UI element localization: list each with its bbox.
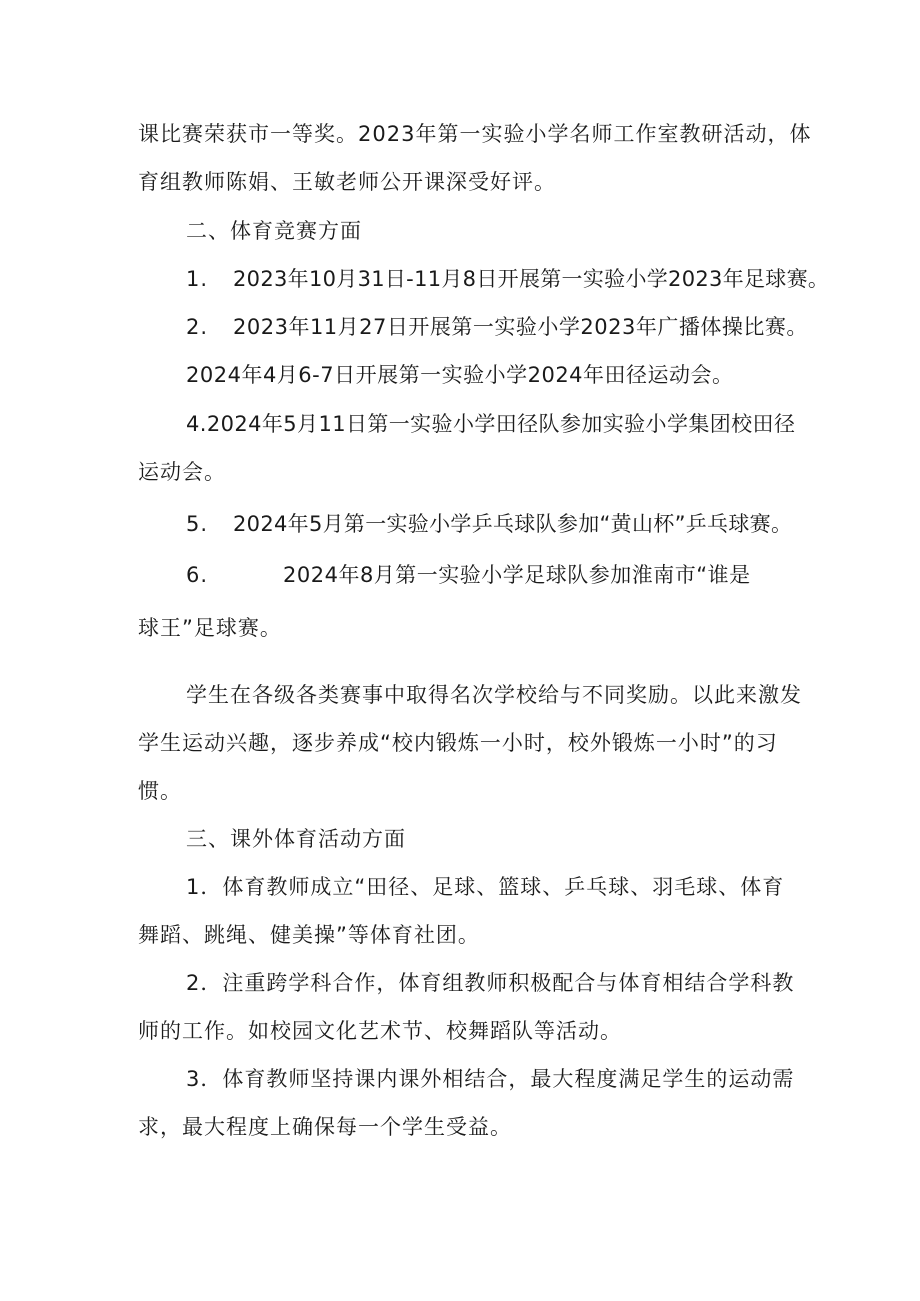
s2-item-6-num: 6. — [186, 563, 209, 587]
rewards-line-2: 学生运动兴趣，逐步养成“校内锻炼一小时，校外锻炼一小时”的习 — [138, 731, 778, 755]
s2-item-2-num: 2. — [186, 315, 209, 339]
s2-item-3-text: 2024年4月6-7日开展第一实验小学2024年田径运动会。 — [186, 363, 734, 387]
s2-item-2-text: 2023年11月27日开展第一实验小学2023年广播体操比赛。 — [233, 315, 808, 339]
s3-item-2-line-2: 师的工作。如校园文化艺术节、校舞蹈队等活动。 — [138, 1019, 622, 1043]
s2-item-4-line-1: 4.2024年5月11日第一实验小学田径队参加实验小学集团校田径 — [186, 412, 796, 436]
s2-item-6-text: 2024年8月第一实验小学足球队参加淮南市“谁是 — [283, 563, 751, 587]
s2-item-4-line-2: 运动会。 — [138, 460, 226, 484]
intro-line-2: 育组教师陈娟、王敏老师公开课深受好评。 — [138, 170, 556, 194]
s2-item-1-text: 2023年10月31日-11月8日开展第一实验小学2023年足球赛。 — [233, 267, 830, 291]
s2-item-5-text: 2024年5月第一实验小学乒乓球队参加“黄山杯”乒乓球赛。 — [233, 512, 793, 536]
s3-item-2-line-1: 2．注重跨学科合作，体育组教师积极配合与体育相结合学科教 — [186, 971, 795, 995]
s2-item-5-num: 5. — [186, 512, 209, 536]
section-2-heading: 二、体育竞赛方面 — [186, 219, 362, 243]
s3-item-3-line-1: 3．体育教师坚持课内课外相结合，最大程度满足学生的运动需 — [186, 1067, 795, 1091]
s2-item-6-line-2: 球王”足球赛。 — [138, 616, 282, 640]
s2-item-1-num: 1. — [186, 267, 209, 291]
rewards-line-3: 惯。 — [138, 779, 182, 803]
rewards-line-1: 学生在各级各类赛事中取得名次学校给与不同奖励。以此来激发 — [186, 683, 802, 707]
s3-item-1-line-2: 舞蹈、跳绳、健美操”等体育社团。 — [138, 923, 480, 947]
intro-line-1: 课比赛荣获市一等奖。2023年第一实验小学名师工作室教研活动，体 — [138, 122, 812, 146]
s3-item-3-line-2: 求，最大程度上确保每一个学生受益。 — [138, 1115, 512, 1139]
section-3-heading: 三、课外体育活动方面 — [186, 827, 406, 851]
s3-item-1-line-1: 1．体育教师成立“田径、足球、篮球、乒乓球、羽毛球、体育 — [186, 875, 785, 899]
